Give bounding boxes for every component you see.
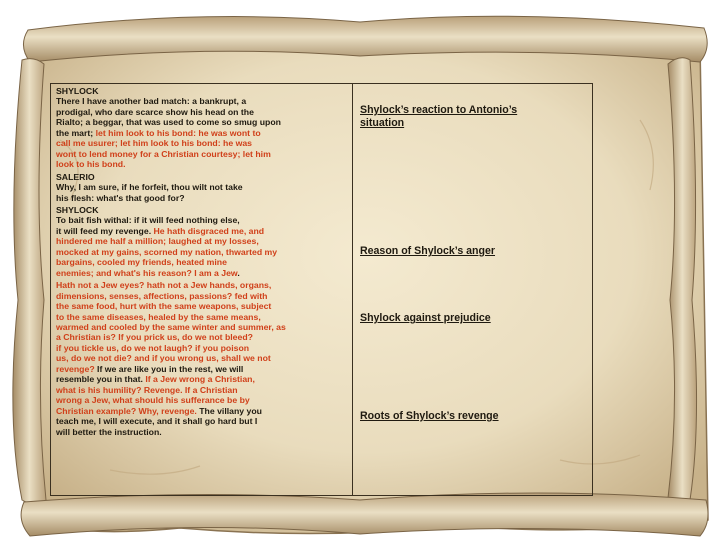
verse-line — [56, 374, 348, 384]
highlighted-text: Christian example? Why, revenge. — [56, 405, 197, 416]
verse-line — [56, 406, 348, 416]
verse-line — [56, 364, 348, 374]
highlighted-line: warmed and cooled by the same winter and summer, as — [56, 321, 286, 332]
highlighted-line: mocked at my gains, scorned my nation, thwarted my — [56, 246, 278, 257]
highlighted-text: revenge? — [56, 363, 95, 374]
highlighted-line: wrong a Jew, what should his sufferance be by — [56, 395, 250, 406]
highlighted-line: wont to lend money for a Christian courtesy; let him — [56, 148, 271, 159]
verse-text: If we are like you in the rest, we will — [94, 363, 244, 374]
highlighted-line: hindered me half a million; laughed at my losses, — [56, 236, 259, 247]
highlighted-text: enemies; and what's his reason? I am a Jew — [56, 267, 238, 278]
highlighted-text: let him look to his bond: he was wont to — [95, 127, 261, 138]
highlighted-line: what is his humility? Revenge. If a Christian — [56, 384, 238, 395]
label-line: situation — [360, 117, 405, 129]
label-roots-of-revenge: Roots of Shylock’s revenge — [360, 410, 499, 422]
verse-line — [56, 268, 348, 278]
highlighted-line: Hath not a Jew eyes? hath not a Jew hands, organs, — [56, 280, 272, 291]
highlighted-text: If a Jew wrong a Christian, — [145, 374, 255, 385]
label-line: Shylock’s reaction to Antonio’s — [360, 104, 518, 116]
verse-text: the mart; — [56, 127, 96, 138]
highlighted-line: dimensions, senses, affections, passions? fed with — [56, 290, 268, 301]
verse-text: The villany you — [196, 405, 262, 416]
label-shylock-reaction — [360, 104, 570, 130]
highlighted-line: the same food, hurt with the same weapons, subject — [56, 301, 272, 312]
verse-line: teach me, I will execute, and it shall go hard but I — [56, 416, 258, 427]
verse-line — [56, 226, 348, 236]
verse-line: Rialto; a beggar, that was used to come so smug upon — [56, 117, 281, 128]
verse-text: it will feed my revenge. — [56, 225, 154, 236]
highlighted-line: to the same diseases, healed by the same means, — [56, 311, 261, 322]
verse-line: his flesh: what's that good for? — [56, 192, 185, 203]
highlighted-line: us, do we not die? and if you wrong us, shall we not — [56, 353, 271, 364]
label-reason-of-anger: Reason of Shylock’s anger — [360, 245, 496, 257]
verse-line — [56, 128, 348, 138]
table-column-divider — [352, 83, 353, 496]
highlighted-line: call me usurer; let him look to his bond: he was — [56, 138, 252, 149]
verse-line: prodigal, who dare scarce show his head on the — [56, 106, 254, 117]
highlighted-line: look to his bond. — [56, 159, 126, 170]
highlighted-line: bargains, cooled my friends, heated mine — [56, 257, 227, 268]
speaker-salerio: SALERIO — [56, 171, 95, 182]
highlighted-line: a Christian is? If you prick us, do we not bleed? — [56, 332, 253, 343]
verse-text: . — [237, 267, 240, 278]
highlighted-text: He hath disgraced me, and — [153, 225, 265, 236]
speaker-shylock: SHYLOCK — [56, 86, 99, 96]
verse-line: To bait fish withal: if it will feed nothing else, — [56, 215, 240, 226]
speaker-shylock: SHYLOCK — [56, 204, 99, 215]
highlighted-line: if you tickle us, do we not laugh? if you poison — [56, 342, 250, 353]
play-excerpt-column — [56, 86, 348, 437]
verse-line: Why, I am sure, if he forfeit, thou wilt not take — [56, 182, 243, 193]
label-against-prejudice: Shylock against prejudice — [360, 312, 491, 324]
verse-line: There I have another bad match: a bankrupt, a — [56, 96, 247, 107]
verse-line: will better the instruction. — [56, 426, 162, 437]
verse-text: resemble you in that. — [56, 374, 146, 385]
